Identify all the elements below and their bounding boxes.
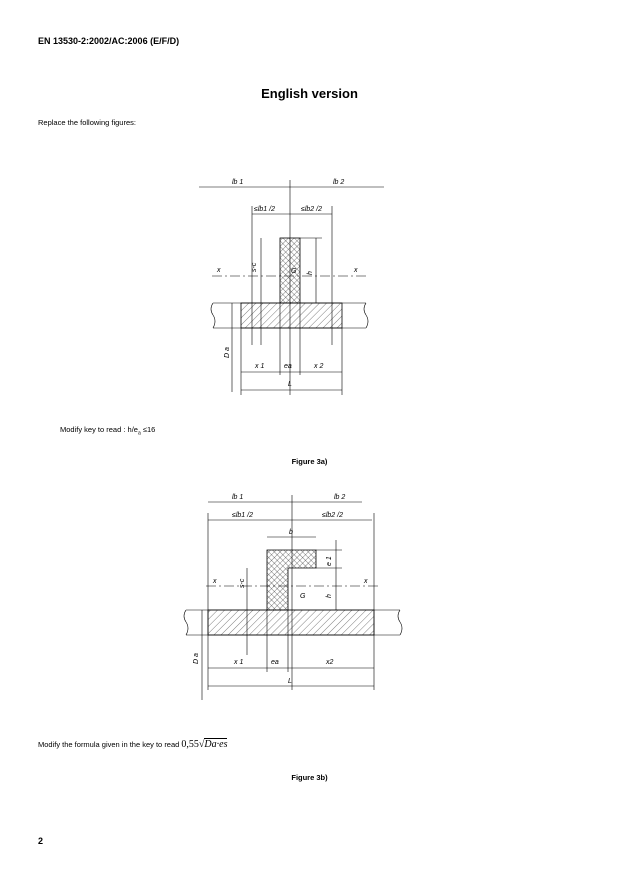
label-b-x2: x2 [326,659,334,666]
label-x2: x 2 [314,363,324,370]
page-title: English version [261,86,358,101]
sqrt-symbol: √ [198,739,205,750]
figure-3b-note [38,739,227,750]
label-b-x-left: x [213,578,217,585]
label-g: G [291,268,297,275]
label-s-c: s-c [251,262,258,272]
figure-3a-caption: Figure 3a) [291,457,328,466]
figure-3a-pipe-wall [241,303,342,328]
figure-3b-pipe-wall [208,610,374,635]
label-b-ea: ea [271,659,279,666]
page-number: 2 [38,836,44,846]
label-b-b: b [289,529,293,536]
label-ea: ea [284,363,292,370]
label-l: L [288,381,292,388]
label-b-h: h [326,594,333,598]
label-x1: x 1 [255,363,265,370]
label-b-l: L [288,678,292,685]
label-b-g: G [300,593,306,600]
label-lb1: lb 1 [232,179,244,186]
figure-3b-caption: Figure 3b) [291,773,328,782]
label-lb2: lb 2 [333,179,345,186]
formula-coeff: 0,55 [181,739,199,750]
label-b-x-right: x [364,578,368,585]
figure-3a-note-sub: a [137,430,141,437]
figure-3b-lines [184,495,402,700]
figure-3a-note [60,425,155,437]
label-b-s-c: s-c [239,578,246,588]
label-x-right: x [354,267,358,274]
label-b-lb2: lb 2 [334,494,346,501]
label-b-x1: x 1 [234,659,244,666]
label-h: h [307,271,314,275]
label-x-left: x [217,267,221,274]
label-half-lb2: ≤lb2 /2 [301,206,322,213]
figure-3b-note-text: Modify the formula given in the key to read [38,740,180,749]
figure-3b-reinforcement [267,550,316,610]
label-da: D a [224,347,231,358]
label-b-half-lb1: ≤lb1 /2 [232,512,253,519]
label-b-half-lb2: ≤lb2 /2 [322,512,343,519]
figure-3a-note-prefix: Modify key to read : h/e [60,425,138,434]
formula-radicand: Da·es [204,739,228,750]
label-b-lb1: lb 1 [232,494,244,501]
label-half-lb1: ≤lb1 /2 [254,206,275,213]
label-b-e1: e 1 [326,556,333,566]
label-b-da: D a [193,653,200,664]
intro-text: Replace the following figures: [38,118,136,127]
formula [181,738,227,750]
document-header: EN 13530-2:2002/AC:2006 (E/F/D) [38,36,180,46]
figure-3a-note-suffix: ≤16 [140,425,156,434]
figure-3a-reinforcement [280,238,300,303]
